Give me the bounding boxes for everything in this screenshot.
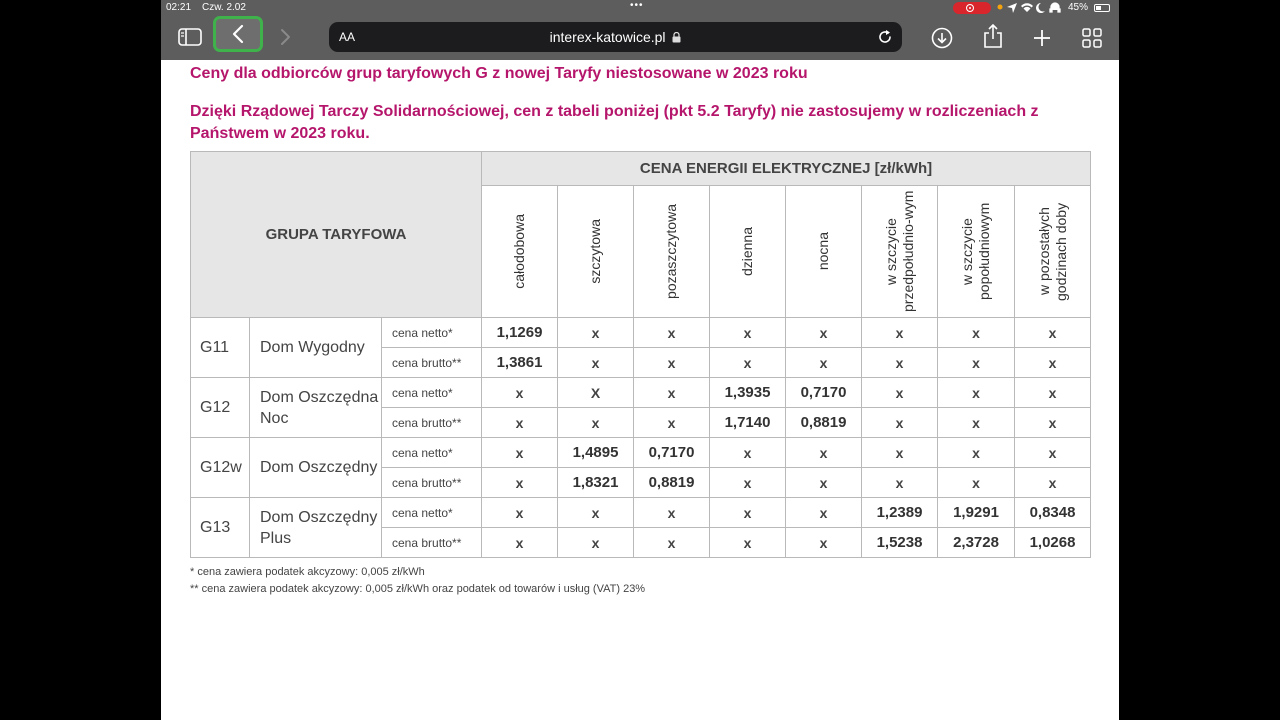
status-bar bbox=[161, 0, 1119, 16]
price-cell: x bbox=[634, 408, 710, 438]
url-field[interactable] bbox=[329, 29, 902, 45]
price-cell: x bbox=[634, 318, 710, 348]
status-icons bbox=[997, 1, 1067, 16]
battery-icon bbox=[1094, 4, 1110, 12]
price-cell: x bbox=[634, 498, 710, 528]
price-cell: 1,3861 bbox=[482, 348, 558, 378]
price-cell: x bbox=[1015, 378, 1091, 408]
column-header bbox=[558, 186, 634, 318]
price-cell: x bbox=[482, 378, 558, 408]
price-cell: x bbox=[938, 408, 1015, 438]
price-cell: x bbox=[862, 318, 938, 348]
price-cell: 1,7140 bbox=[710, 408, 786, 438]
table-row bbox=[191, 438, 1091, 468]
back-chevron-icon bbox=[231, 24, 245, 44]
ipad-screen bbox=[161, 0, 1119, 720]
price-cell: x bbox=[862, 438, 938, 468]
price-cell: x bbox=[1015, 318, 1091, 348]
price-cell: x bbox=[1015, 408, 1091, 438]
screen-recording-icon[interactable] bbox=[953, 2, 991, 14]
price-kind: cena brutto** bbox=[382, 348, 482, 378]
tariff-code: G12w bbox=[191, 438, 250, 498]
price-header: CENA ENERGII ELEKTRYCZNEJ [zł/kWh] bbox=[482, 152, 1091, 186]
price-cell: x bbox=[938, 348, 1015, 378]
price-kind: cena brutto** bbox=[382, 468, 482, 498]
price-cell: 0,8819 bbox=[786, 408, 862, 438]
column-header-label: całodobowa bbox=[511, 214, 528, 289]
tariff-code: G13 bbox=[191, 498, 250, 558]
share-button[interactable] bbox=[980, 22, 1006, 50]
back-button[interactable] bbox=[213, 16, 263, 52]
price-cell: x bbox=[710, 528, 786, 558]
footnote-net: * cena zawiera podatek akcyzowy: 0,005 zł/kWh bbox=[190, 566, 425, 578]
tariff-code: G11 bbox=[191, 318, 250, 378]
price-cell: x bbox=[482, 408, 558, 438]
price-cell: x bbox=[710, 348, 786, 378]
download-icon bbox=[931, 27, 953, 49]
footnote-gross: ** cena zawiera podatek akcyzowy: 0,005 zł/kWh oraz podatek od towarów i usług (VAT) 23% bbox=[190, 583, 646, 595]
price-cell: 1,2389 bbox=[862, 498, 938, 528]
price-cell: x bbox=[862, 348, 938, 378]
page-heading: Ceny dla odbiorców grup taryfowych G z nowej Taryfy niestosowane w 2023 roku bbox=[190, 65, 808, 82]
price-cell: x bbox=[558, 498, 634, 528]
share-icon bbox=[983, 23, 1003, 49]
price-cell: x bbox=[710, 498, 786, 528]
downloads-button[interactable] bbox=[929, 25, 955, 51]
column-header-label: w pozostałych godzinach doby bbox=[1035, 202, 1069, 301]
price-cell: 1,9291 bbox=[938, 498, 1015, 528]
price-cell: x bbox=[710, 468, 786, 498]
price-cell: x bbox=[558, 348, 634, 378]
address-bar[interactable] bbox=[329, 22, 902, 52]
price-cell: x bbox=[786, 348, 862, 378]
column-header-label: w szczycie przedpołudnio-wym bbox=[882, 190, 916, 313]
price-cell: 1,5238 bbox=[862, 528, 938, 558]
price-cell: x bbox=[862, 468, 938, 498]
status-date: Czw. 2.02 bbox=[202, 2, 246, 13]
price-cell: X bbox=[558, 378, 634, 408]
status-time: 02:21 bbox=[166, 2, 192, 13]
price-cell: x bbox=[558, 528, 634, 558]
price-cell: x bbox=[1015, 348, 1091, 378]
price-kind: cena brutto** bbox=[382, 528, 482, 558]
price-cell: x bbox=[1015, 468, 1091, 498]
price-cell: 1,0268 bbox=[1015, 528, 1091, 558]
price-cell: x bbox=[938, 438, 1015, 468]
new-tab-button[interactable] bbox=[1029, 25, 1055, 51]
column-header bbox=[634, 186, 710, 318]
price-cell: 1,8321 bbox=[558, 468, 634, 498]
table-body bbox=[191, 318, 1091, 558]
text-size-button[interactable]: AA bbox=[339, 30, 356, 44]
url-text: interex-katowice.pl bbox=[549, 29, 666, 45]
price-cell: x bbox=[786, 468, 862, 498]
price-cell: x bbox=[634, 348, 710, 378]
price-cell: x bbox=[482, 438, 558, 468]
price-cell: 1,4895 bbox=[558, 438, 634, 468]
price-kind: cena netto* bbox=[382, 438, 482, 468]
price-cell: x bbox=[634, 528, 710, 558]
tariff-name: Dom Oszczędny bbox=[250, 438, 382, 498]
price-cell: 0,8819 bbox=[634, 468, 710, 498]
price-cell: x bbox=[558, 408, 634, 438]
column-header bbox=[1015, 186, 1091, 318]
table-row bbox=[191, 498, 1091, 528]
price-cell: x bbox=[710, 318, 786, 348]
column-header-label: nocna bbox=[815, 232, 832, 271]
price-cell: x bbox=[938, 318, 1015, 348]
tariff-name: Dom Oszczędna Noc bbox=[250, 378, 382, 438]
column-header-label: dzienna bbox=[739, 226, 756, 277]
price-cell: x bbox=[710, 438, 786, 468]
price-cell: x bbox=[786, 438, 862, 468]
forward-button[interactable] bbox=[273, 24, 297, 50]
price-kind: cena brutto** bbox=[382, 408, 482, 438]
wifi-icon bbox=[997, 1, 1067, 13]
price-cell: x bbox=[786, 318, 862, 348]
price-cell: x bbox=[634, 378, 710, 408]
price-cell: x bbox=[482, 528, 558, 558]
sidebar-icon bbox=[178, 28, 202, 46]
column-header bbox=[482, 186, 558, 318]
group-header: GRUPA TARYFOWA bbox=[191, 152, 482, 318]
lock-icon bbox=[672, 32, 681, 43]
tariff-name: Dom Oszczędny Plus bbox=[250, 498, 382, 558]
price-kind: cena netto* bbox=[382, 498, 482, 528]
tariff-price-table bbox=[190, 151, 1091, 558]
price-cell: x bbox=[938, 378, 1015, 408]
table-row bbox=[191, 378, 1091, 408]
forward-chevron-icon bbox=[279, 28, 291, 46]
price-cell: 1,3935 bbox=[710, 378, 786, 408]
price-cell: 0,7170 bbox=[786, 378, 862, 408]
battery-level bbox=[1096, 6, 1101, 10]
price-cell: 0,7170 bbox=[634, 438, 710, 468]
column-header bbox=[710, 186, 786, 318]
column-header bbox=[786, 186, 862, 318]
tariff-code: G12 bbox=[191, 378, 250, 438]
multitasking-dots-icon[interactable]: ••• bbox=[630, 0, 644, 11]
tab-overview-button[interactable] bbox=[1079, 25, 1105, 51]
price-cell: x bbox=[786, 528, 862, 558]
browser-toolbar bbox=[161, 16, 1119, 60]
price-cell: 0,8348 bbox=[1015, 498, 1091, 528]
table-row bbox=[191, 318, 1091, 348]
price-cell: x bbox=[786, 498, 862, 528]
price-cell: x bbox=[938, 468, 1015, 498]
column-header-label: szczytowa bbox=[587, 219, 604, 284]
price-cell: x bbox=[482, 498, 558, 528]
page-subheading: Dzięki Rządowej Tarczy Solidarnościowej, cen z tabeli poniżej (pkt 5.2 Taryfy) nie zastosujemy w rozliczeniach z Państwem w 2023 roku. bbox=[190, 103, 1039, 142]
price-cell: x bbox=[862, 378, 938, 408]
price-cell: 1,1269 bbox=[482, 318, 558, 348]
price-kind: cena netto* bbox=[382, 318, 482, 348]
reload-icon bbox=[876, 28, 894, 46]
reload-button[interactable] bbox=[876, 28, 894, 46]
price-cell: x bbox=[482, 468, 558, 498]
new-tab-icon bbox=[1032, 28, 1052, 48]
price-cell: 2,3728 bbox=[938, 528, 1015, 558]
price-cell: x bbox=[1015, 438, 1091, 468]
price-cell: x bbox=[558, 318, 634, 348]
sidebar-button[interactable] bbox=[176, 25, 204, 49]
price-cell: x bbox=[862, 408, 938, 438]
column-header-label: w szczycie popołudniowym bbox=[959, 202, 993, 301]
tariff-name: Dom Wygodny bbox=[250, 318, 382, 378]
tabs-grid-icon bbox=[1082, 28, 1102, 48]
column-header-label: pozaszczytowa bbox=[663, 204, 680, 299]
price-kind: cena netto* bbox=[382, 378, 482, 408]
battery-percent: 45% bbox=[1068, 2, 1089, 13]
column-header bbox=[938, 186, 1015, 318]
column-header bbox=[862, 186, 938, 318]
